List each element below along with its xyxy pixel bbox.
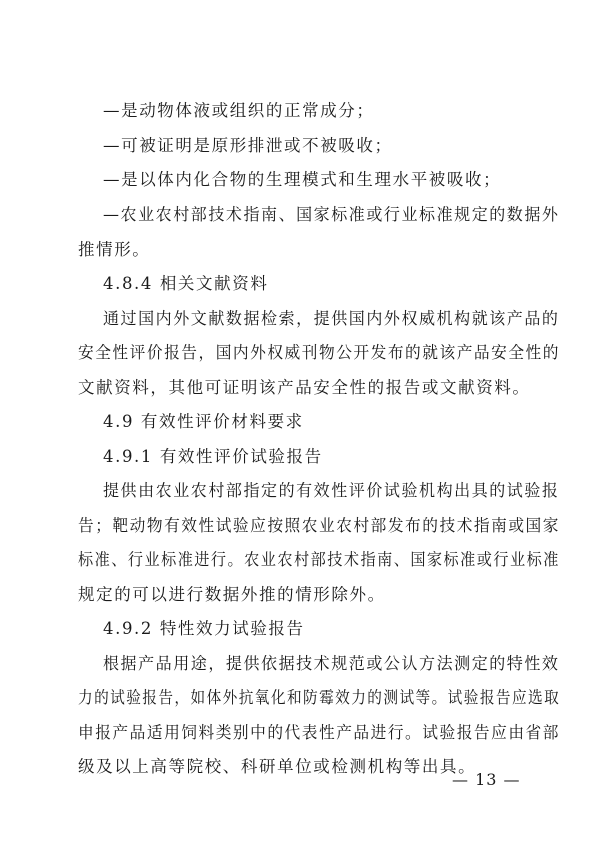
section-heading-4-9-2: 4.9.2 特性效力试验报告 [103,619,305,638]
paragraph-4-9-2-line-2: 力的试验报告，如体外抗氧化和防霉效力的测试等。试验报告应选取 [78,688,561,707]
paragraph-4-8-4-line-2: 安全性评价报告，国内外权威刊物公开发布的就该产品安全性的 [78,343,560,362]
page-number: — 13 — [452,770,521,789]
paragraph-4-9-1-line-2: 告；靶动物有效性试验应按照农业农村部发布的技术指南或国家 [78,516,560,535]
paragraph-4-9-1-line-4: 规定的可以进行数据外推的情形除外。 [78,585,386,604]
paragraph-4-9-1-line-1: 提供由农业农村部指定的有效性评价试验机构出具的试验报 [103,481,560,500]
list-item-1: —是动物体液或组织的正常成分； [103,101,375,120]
list-item-3: —是以体内化合物的生理模式和生理水平被吸收； [103,170,502,189]
section-heading-4-9-1: 4.9.1 有效性评价试验报告 [103,447,323,466]
section-heading-4-8-4: 4.8.4 相关文献资料 [103,274,269,293]
list-item-2: —可被证明是原形排泄或不被吸收； [103,136,393,155]
paragraph-4-8-4-line-1: 通过国内外文献数据检索，提供国内外权威机构就该产品的 [103,309,560,328]
paragraph-4-8-4-line-3: 文献资料，其他可证明该产品安全性的报告或文献资料。 [78,378,531,397]
paragraph-4-9-2-line-1: 根据产品用途，提供依据技术规范或公认方法测定的特性效 [103,654,560,673]
list-item-4-continued: 推情形。 [78,240,151,259]
paragraph-4-9-2-line-4: 级及以上高等院校、科研单位或检测机构等出具。 [78,757,477,776]
section-heading-4-9: 4.9 有效性评价材料要求 [103,412,304,431]
paragraph-4-9-2-line-3: 申报产品适用饲料类别中的代表性产品进行。试验报告应由省部 [78,723,560,742]
list-item-4: —农业农村部技术指南、国家标准或行业标准规定的数据外 [103,205,560,224]
paragraph-4-9-1-line-3: 标准、行业标准进行。农业农村部技术指南、国家标准或行业标准 [78,550,560,569]
